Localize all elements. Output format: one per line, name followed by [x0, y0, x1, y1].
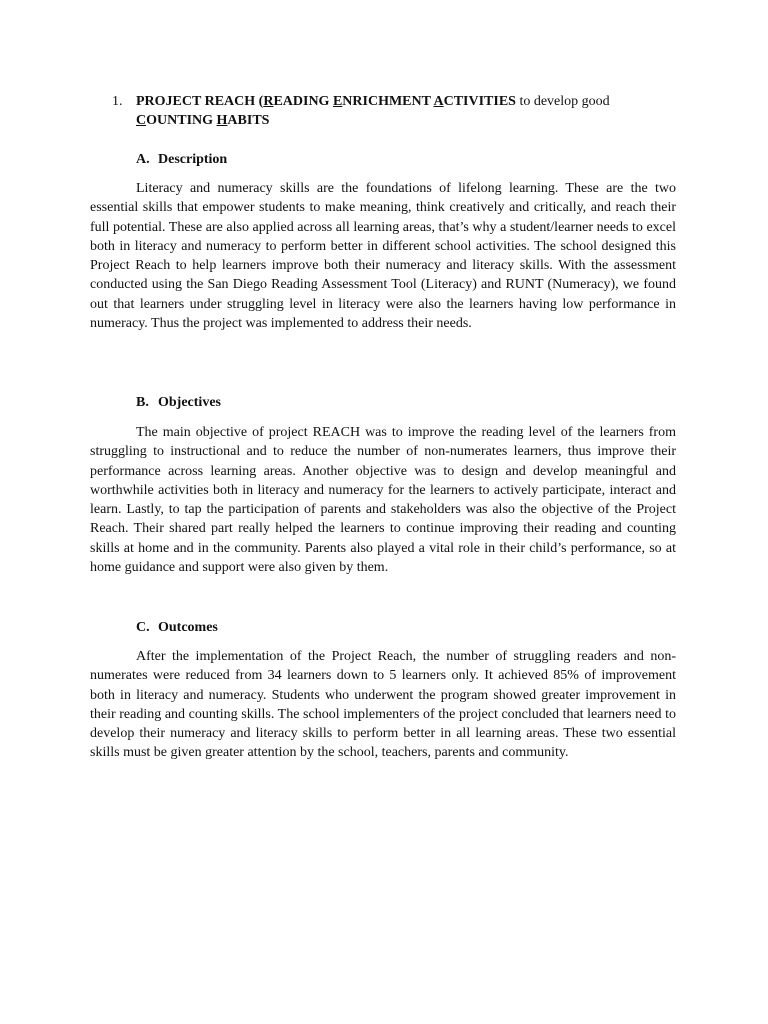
- objectives-paragraph: The main objective of project REACH was to improve the reading level of the learners from struggling to instructional and to reduce the number of non-numerates learners, thus improve their performance across learning areas. Another objective was to design and develop meaningful and worthwhile activities both in literacy and numeracy for the learners to actively participate, interact and learn. Lastly, to tap the participation of parents and stakeholders was also the objective of the Project Reach. Their shared part really helped the learners to continue improving their reading and counting skills at home and in the community. Parents also played a vital role in their child’s performance, so at home guidance and support were also given by them.: [90, 425, 676, 576]
- description-paragraph: Literacy and numeracy skills are the foundations of lifelong learning. These are the two essential skills that empower students to make meaning, think creatively and critically, and reach their full potential. These are also applied across all learning areas, that’s why a student/learner needs to excel both in literacy and numeracy to perform better in different school activities. The school designed this Project Reach to help learners improve both their numeracy and literacy skills. With the assessment conducted using the San Diego Reading Assessment Tool (Literacy) and RUNT (Numeracy), we found out that learners under struggling level in literacy were also the learners having low performance in numeracy. Thus the project was implemented to address their needs.: [90, 181, 676, 332]
- heading-underlined-letter: A: [433, 94, 444, 109]
- heading-project-name: PROJECT REACH (: [136, 94, 264, 109]
- section-title-description: A. Description: [136, 152, 228, 167]
- heading-text: PROJECT REACH (READING ENRICHMENT ACTIVITIES to develop good COUNTING HABITS: [136, 94, 610, 128]
- heading-part: CTIVITIES: [443, 94, 516, 109]
- heading-number: 1.: [112, 94, 123, 109]
- heading-underlined-letter: E: [332, 94, 343, 109]
- outcomes-paragraph: After the implementation of the Project Reach, the number of struggling readers and non-numerates were reduced from 34 learners down to 5 learners only. It achieved 85% of improvement both in literacy and numeracy. Students who underwent the program showed greater improvement in their reading and counting skills. The school implementers of the project concluded that learners need to develop their numeracy and literacy skills to perform better in all learning areas. These two essential skills must be given greater attention by the school, teachers, parents and community.: [90, 649, 676, 761]
- heading-part: EADING: [273, 94, 333, 109]
- document-heading: [112, 92, 692, 130]
- heading-part: NRICHMENT: [342, 94, 434, 109]
- section-title-outcomes: C. Outcomes: [136, 620, 218, 635]
- section-title-objectives: B. Objectives: [136, 395, 221, 410]
- heading-underlined-letter: R: [263, 94, 274, 109]
